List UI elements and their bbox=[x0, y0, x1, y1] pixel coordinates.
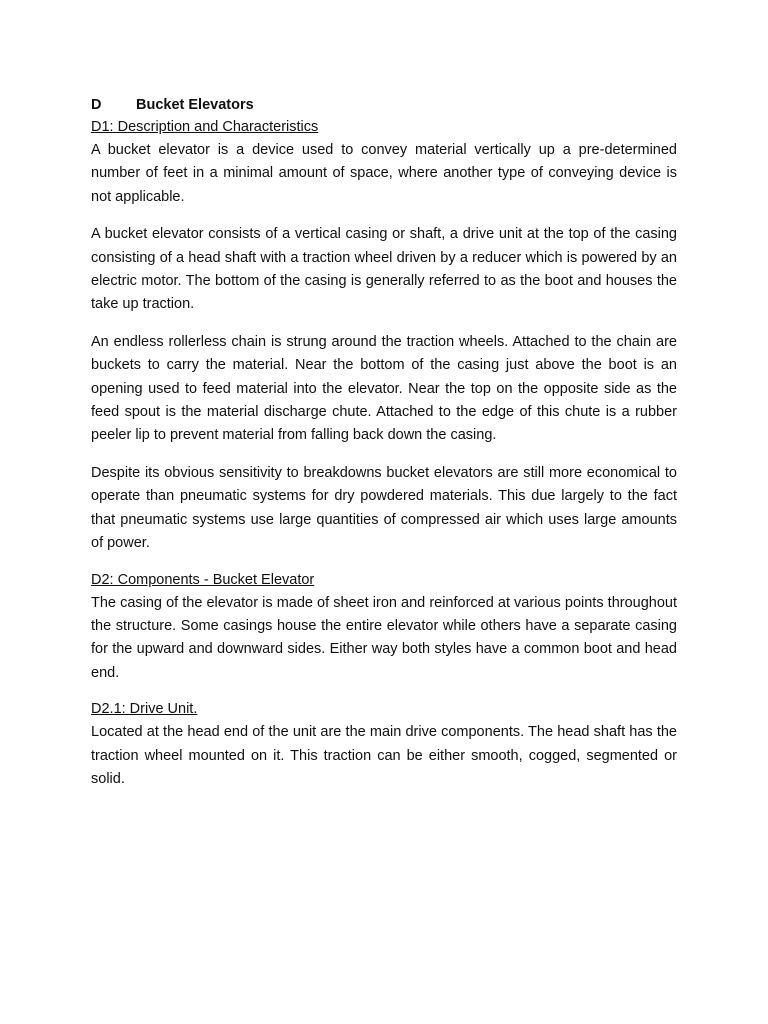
d2-heading: D2: Components - Bucket Elevator bbox=[91, 571, 315, 588]
d1-paragraph-4: Despite its obvious sensitivity to breakdowns bucket elevators are still more economical to operate than pneumatic systems for dry powdered materials. This due largely to the fact that pneumatic systems use large quantities of compressed air which uses large amounts of power. bbox=[91, 464, 677, 552]
d1-paragraph-2: A bucket elevator consists of a vertical casing or shaft, a drive unit at the top of the casing consisting of a head shaft with a traction wheel driven by a reducer which is powered by an electric motor. The bottom of the casing is generally referred to as the boot and houses the take up traction. bbox=[91, 226, 677, 313]
d21-heading: D2.1: Drive Unit. bbox=[91, 701, 198, 718]
section-title: Bucket Elevators bbox=[136, 97, 254, 113]
d1-paragraph-3: An endless rollerless chain is strung around the traction wheels. Attached to the chain are buckets to carry the material. Near the bottom of the casing just above the boot is an opening used to feed material into the elevator. Near the top on the opposite side as the feed spout is the material discharge chute. Attached to the edge of this chute is a rubber peeler lip to prevent material from falling back down the casing. bbox=[91, 333, 677, 444]
d1-heading: D1: Description and Characteristics bbox=[91, 119, 319, 135]
d21-paragraph-1: Located at the head end of the unit are the main drive components. The head shaft has the traction wheel mounted on it. This traction can be either smooth, cogged, segmented or solid. bbox=[91, 724, 677, 787]
d1-paragraph-1: A bucket elevator is a device used to convey material vertically up a pre-determined number of feet in a minimal amount of space, where another type of conveying device is not applicable. bbox=[91, 142, 677, 205]
section-letter: D bbox=[91, 97, 102, 113]
d2-paragraph-1: The casing of the elevator is made of sheet iron and reinforced at various points throughout the structure. Some casings house the entire elevator while others have a separate casing for the upward and downward sides. Either way both styles have a common boot and head end. bbox=[91, 594, 677, 681]
section-heading bbox=[91, 95, 677, 115]
document-page bbox=[91, 95, 677, 805]
